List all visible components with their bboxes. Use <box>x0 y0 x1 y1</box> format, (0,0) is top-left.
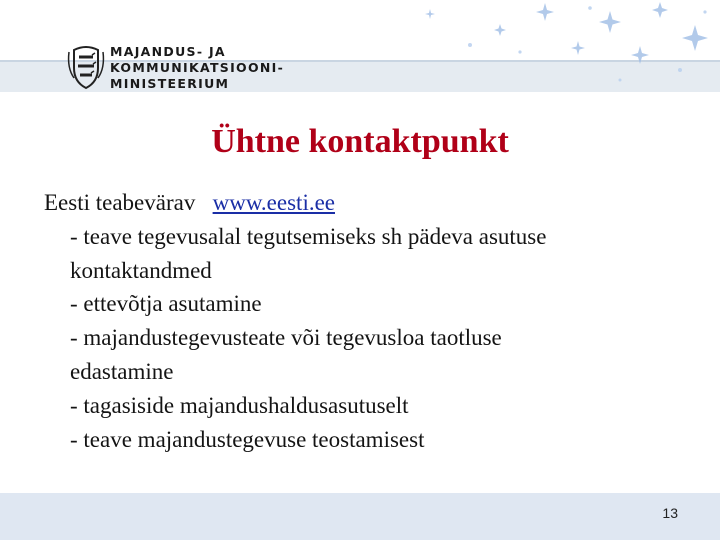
snowflake-icon <box>536 3 554 21</box>
ministry-line-2: KOMMUNIKATSIOONI- <box>110 60 285 75</box>
snowflake-icon <box>682 25 708 51</box>
list-item: - tagasiside majandushaldusasutuselt <box>70 392 409 418</box>
list-item: - majandustegevusteate või tegevusloa taotluse <box>70 325 502 351</box>
list-item: kontaktandmed <box>70 257 212 283</box>
page-number: 13 <box>662 505 678 521</box>
snowflake-icon <box>571 41 585 55</box>
list-item: edastamine <box>70 358 174 384</box>
ministry-name <box>110 44 284 92</box>
slide-body <box>44 186 684 456</box>
list-item: - ettevõtja asutamine <box>70 291 262 317</box>
snowflake-decoration <box>0 0 720 92</box>
slide-header <box>0 0 720 92</box>
snowflake-icon <box>631 46 649 64</box>
intro-line <box>44 186 684 220</box>
snowflake-icon <box>599 11 621 33</box>
list-item: - teave majandustegevuse teostamisest <box>70 426 425 452</box>
eesti-link[interactable]: www.eesti.ee <box>212 190 335 215</box>
estonian-coat-of-arms-icon <box>66 44 106 90</box>
slide-footer <box>0 493 720 540</box>
intro-label: Eesti teabevärav <box>44 190 196 215</box>
snowflake-icon <box>425 9 435 19</box>
slide-title: Ühtne kontaktpunkt <box>211 123 509 160</box>
snowflake-icon <box>494 24 506 36</box>
snowflake-icon <box>652 2 668 18</box>
ministry-line-1: MAJANDUS- JA <box>110 44 226 59</box>
list-item: - teave tegevusalal tegutsemiseks sh pädeva asutuse <box>70 223 547 249</box>
ministry-line-3: MINISTEERIUM <box>110 76 230 91</box>
